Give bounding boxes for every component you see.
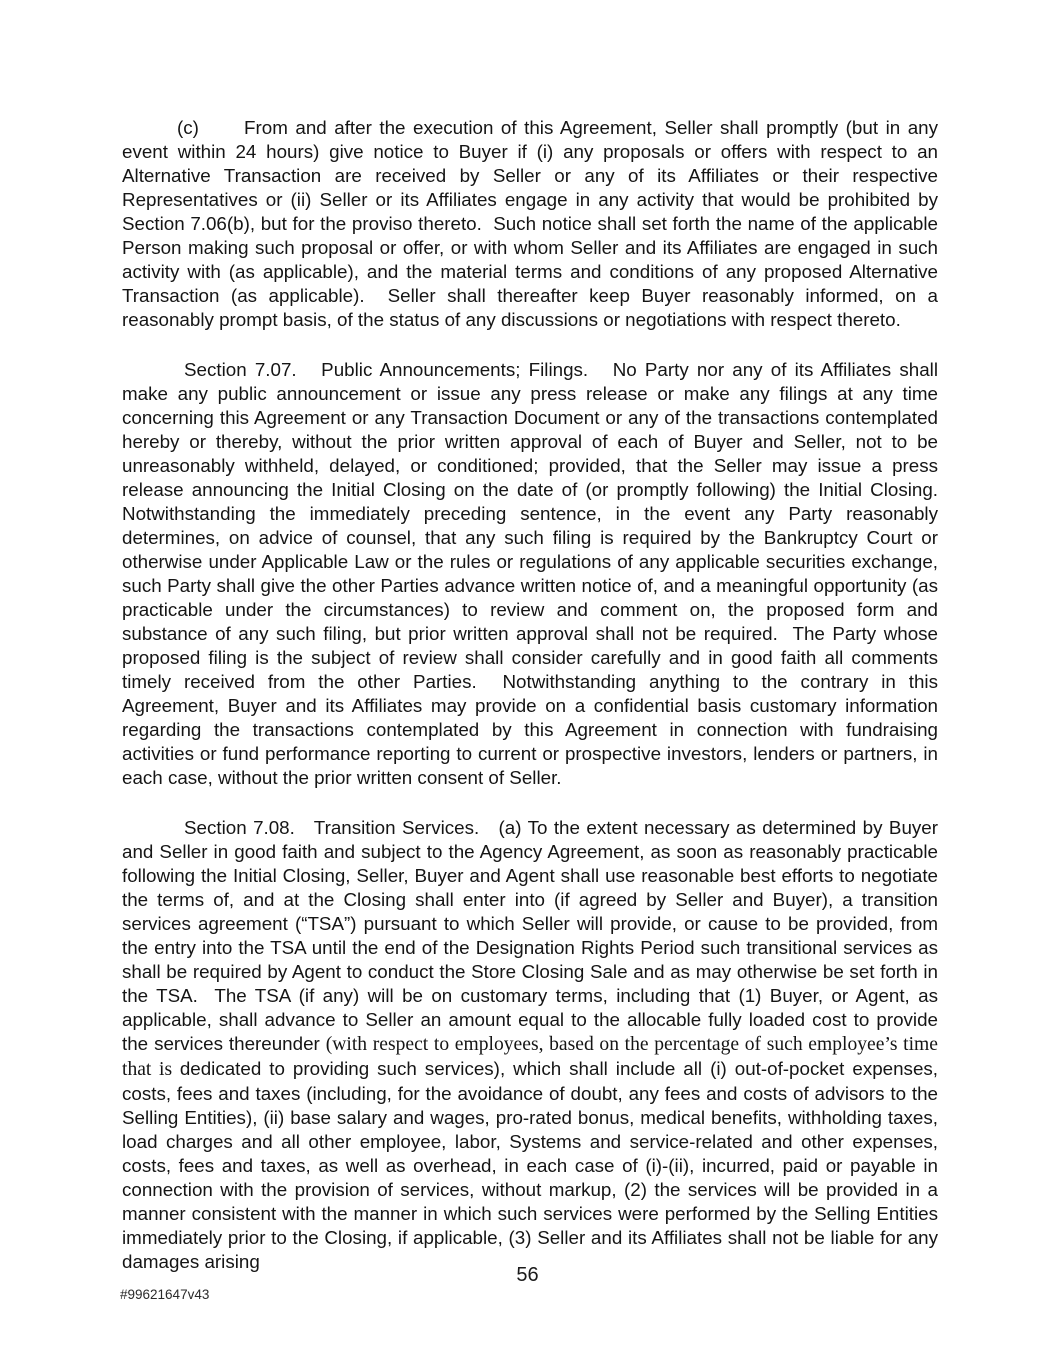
paragraph-c-notice: (c) From and after the execution of this Agreement, Seller shall promptly (but in any event within 24 hours) give notice to Buyer if (i) any proposals or offers with respect to an Alternative Transaction are received by Seller or any of its Affiliates or their respective Representatives or (ii) Seller or its Affiliates engage in any activity that would be prohibited by Section 7.06(b), but for the proviso thereto. Such notice shall set forth the name of the applicable Person making such proposal or offer, or with whom Seller and its Affiliates are engaged in such activity with (as applicable), and the material terms and conditions of any proposed Alternative Transaction (as applicable). Seller shall thereafter keep Buyer reasonably informed, on a reasonably prompt basis, of the status of any discussions or negotiations with respect thereto. bbox=[122, 117, 944, 330]
document-id-footer: #99621647v43 bbox=[120, 1287, 210, 1302]
section-7-08-serif-insert: (with respect to employees, based on the percentage of such employee’s time that is bbox=[122, 1034, 943, 1080]
paragraph-section-7-08 bbox=[122, 816, 944, 1274]
section-7-08-text-sans-1: Section 7.08. Transition Services. (a) To the extent necessary as determined by Buyer and Seller in good faith and subject to the Agency Agreement, as soon as reasonably practicable following the Initial Closing, Seller, Buyer and Agent shall use reasonable best efforts to negotiate the terms of, and at the Closing shall enter into (if agreed by Seller and Buyer), a transition services agreement (“TSA”) pursuant to which Seller will provide, or cause to be provided, from the entry into the TSA until the end of the Designation Rights Period such transitional services as shall be required by Agent to conduct the Store Closing Sale and as may otherwise be set forth in the TSA. The TSA (if any) will be on customary terms, including that (1) Buyer, or Agent, as applicable, shall advance to Seller an amount equal to the allocable fully loaded cost to provide the services thereunder bbox=[122, 817, 944, 1054]
paragraph-section-7-07: Section 7.07. Public Announcements; Filings. No Party nor any of its Affiliates shall make any public announcement or issue any press release or make any filings at any time concerning this Agreement or any Transaction Document or any of the transactions contemplated hereby or thereby, without the prior written approval of each of Buyer and Seller, not to be unreasonably withheld, delayed, or conditioned; provided, that the Seller may issue a press release announcing the Initial Closing on the date of (or promptly following) the Initial Closing. Notwithstanding the immediately preceding sentence, in the event any Party reasonably determines, on advice of counsel, that any such filing is required by the Bankruptcy Court or otherwise under Applicable Law or the rules or regulations of any applicable securities exchange, such Party shall give the other Parties advance written notice of, and a meaningful opportunity (as practicable under the circumstances) to review and comment on, the proposed form and substance of any such filing, but prior written approval shall not be required. The Party whose proposed filing is the subject of review shall consider carefully and in good faith all comments timely received from the other Parties. Notwithstanding anything to the contrary in this Agreement, Buyer and its Affiliates may provide on a confidential basis customary information regarding the transactions contemplated by this Agreement in connection with fundraising activities or fund performance reporting to current or prospective investors, lenders or partners, in each case, without the prior written consent of Seller. bbox=[122, 359, 949, 788]
body-text bbox=[122, 116, 949, 1300]
page-number: 56 bbox=[516, 1264, 539, 1286]
section-7-08-text-sans-2: dedicated to providing such services), which shall include all (i) out-of-pocket expenses, costs, fees and taxes (including, for the avoidance of doubt, any fees and costs of advisors to the Selling Entities), (ii) base salary and wages, pro-rated bonus, medical benefits, withholding taxes, load charges and all other employee, labor, Systems and service-related and other expenses, costs, fees and taxes, as well as overhead, in each case of (i)-(ii), incurred, paid or payable in connection with the provision of services, without markup, (2) the services will be provided in a manner consistent with the manner in which such services were performed by the Selling Entities immediately prior to the Closing, if applicable, (3) Seller and its Affiliates shall not be liable for any damages arising bbox=[122, 1058, 944, 1272]
